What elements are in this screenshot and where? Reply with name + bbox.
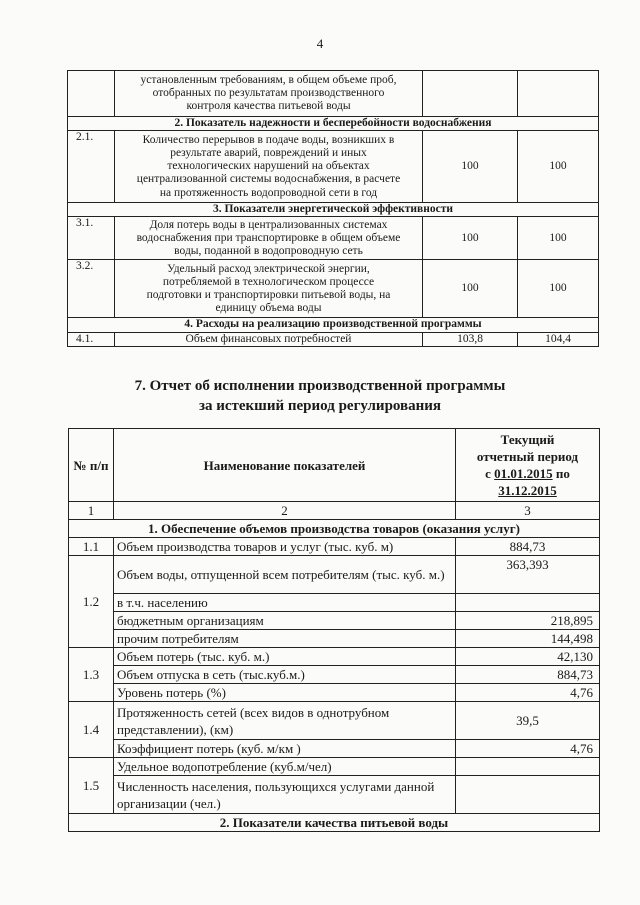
row-1-1: 1.1 Объем производства товаров и услуг (тыс. куб. м) 884,73 xyxy=(69,538,600,556)
section-3-heading: 3. Показатели энергетической эффективности xyxy=(68,203,599,217)
row-1-2-population: в т.ч. населению xyxy=(69,594,600,612)
row-2-1: 2.1. Количество перерывов в подаче воды, возникших в результате аварий, повреждений и иных технологических нарушений на объектах централизованной системы водоснабжения, в расчете на протяженность водопроводной сети в год 100 100 xyxy=(68,131,599,203)
col-number-header: № п/п xyxy=(69,429,114,502)
row-4-1: 4.1. Объем финансовых потребностей 103,8 104,4 xyxy=(68,332,599,346)
row-1-2-other: прочим потребителям 144,498 xyxy=(69,630,600,648)
row-1-4-coefficient: Коэффициент потерь (куб. м/км ) 4,76 xyxy=(69,740,600,758)
section-4-heading: 4. Расходы на реализацию производственной программы xyxy=(68,318,599,332)
row-1-2-budget: бюджетным организациям 218,895 xyxy=(69,612,600,630)
row-1-5-consumption: 1.5 Удельное водопотребление (куб.м/чел) xyxy=(69,758,600,776)
row-3-2: 3.2. Удельный расход электрической энергии, потребляемой в технологическом процессе подготовки и транспортировки питьевой воды, на единицу объема воды 100 100 xyxy=(68,260,599,318)
top-table xyxy=(67,70,599,347)
row-1-3-level: Уровень потерь (%) 4,76 xyxy=(69,684,600,702)
col-period-header: Текущий отчетный период с 01.01.2015 по 31.12.2015 xyxy=(456,429,600,502)
section-1-heading: 1. Обеспечение объемов производства товаров (оказания услуг) xyxy=(69,520,600,538)
section-2-heading: 2. Показатель надежности и бесперебойности водоснабжения xyxy=(68,117,599,131)
continued-text: установленным требованиям, в общем объеме проб, отобранных по результатам производственного контроля качества питьевой воды xyxy=(115,71,423,117)
section-2-quality-heading: 2. Показатели качества питьевой воды xyxy=(69,814,600,832)
report-table xyxy=(68,428,600,832)
column-numbers-row: 1 2 3 xyxy=(69,502,600,520)
continued-row xyxy=(68,71,599,117)
row-1-3-supply: Объем отпуска в сеть (тыс.куб.м.) 884,73 xyxy=(69,666,600,684)
row-1-4-length: 1.4 Протяженность сетей (всех видов в однотрубном представлении), (км) 39,5 xyxy=(69,702,600,740)
row-3-1: 3.1. Доля потерь воды в централизованных системах водоснабжения при транспортировке в общем объеме воды, поданной в водопроводную сеть 100 100 xyxy=(68,217,599,260)
header-row xyxy=(69,429,600,502)
row-1-2: 1.2 Объем воды, отпущенной всем потребителям (тыс. куб. м.) 363,393 xyxy=(69,556,600,594)
row-1-5-population: Численность населения, пользующихся услугами данной организации (чел.) xyxy=(69,776,600,814)
page-number: 4 xyxy=(316,36,324,51)
row-1-3-losses: 1.3 Объем потерь (тыс. куб. м.) 42,130 xyxy=(69,648,600,666)
section-7-heading: 7. Отчет об исполнении производственной программы за истекший период регулирования xyxy=(134,378,506,414)
col-name-header: Наименование показателей xyxy=(114,429,456,502)
